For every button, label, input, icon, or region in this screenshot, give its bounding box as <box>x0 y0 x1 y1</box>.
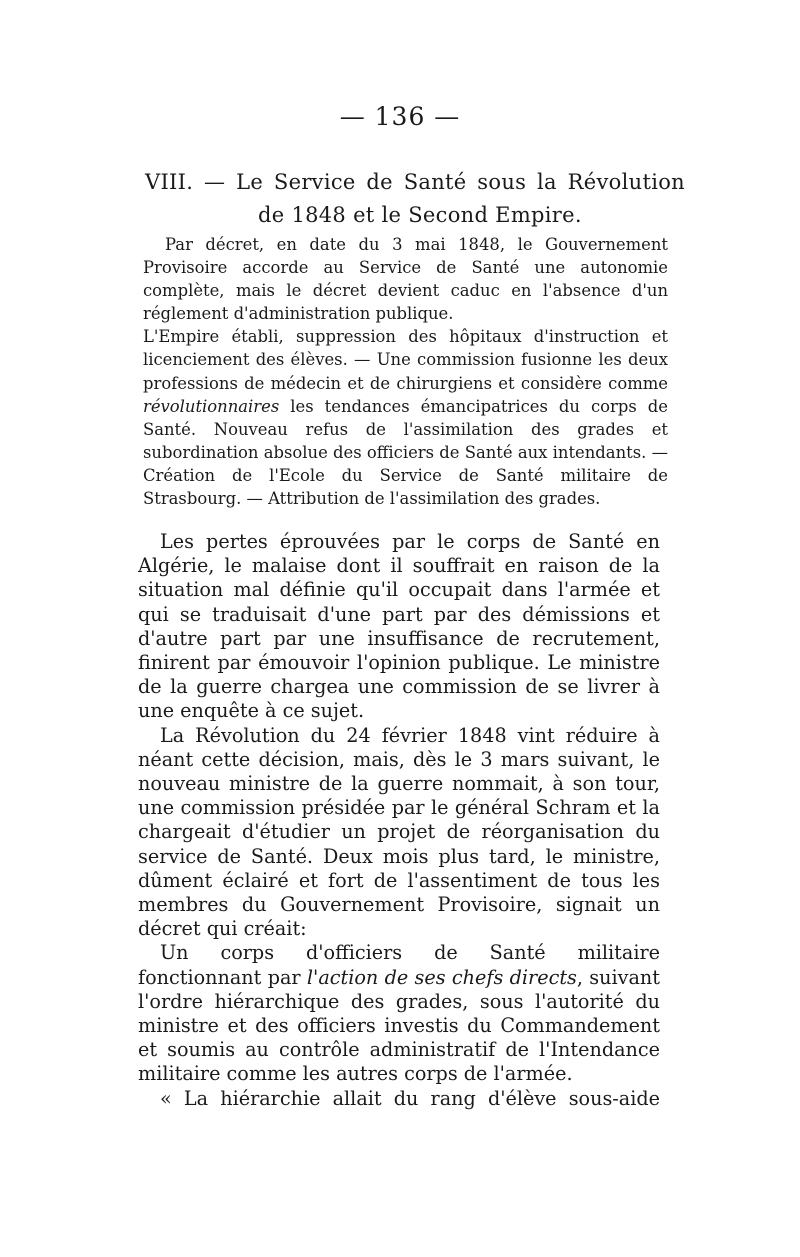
summary-text: L'Empire établi, suppression des hôpitaux d'instruction et licenciement des élèves. — Une commission fusionne les deux professions de médecin et de chirurgiens et considère comme <box>143 327 668 393</box>
body-text-segment: , suivant l'ordre hiérarchique des grades, sous l'autorité du ministre et des officiers investis du Commandement et soumis au contrôle administratif de l'Intendance militaire comme les autres corps de l'armée. <box>138 965 660 1086</box>
body-paragraph: « La hiérarchie allait du rang d'élève sous-aide <box>160 1086 660 1110</box>
body-text <box>138 530 660 1111</box>
chapter-title-line-1: VIII. — Le Service de Santé sous la Révolution <box>145 170 685 194</box>
page-number: — 136 — <box>339 102 461 131</box>
summary-text: les tendances émancipatrices du corps de Santé. Nouveau refus de l'assimilation des grades et subordination absolue des officiers de Santé aux intendants. — Création de l'Ecole du Service de Santé militaire de Strasbourg. — Attribution de l'assimilation des grades. <box>143 396 668 509</box>
body-text-segment: Un corps d'officiers de Santé militaire fonctionnant par <box>138 941 660 989</box>
body-paragraph: Les pertes éprouvées par le corps de Santé en Algérie, le malaise dont il souffrait en raison de la situation mal définie qu'il occupait dans l'armée et qui se traduisait d'une part par des démissions et d'autre part par une insuffisance de recrutement, finirent par émouvoir l'opinion publique. Le ministre de la guerre chargea une commission de se livrer à une enquête à ce sujet. <box>138 530 660 723</box>
chapter-title <box>145 166 685 232</box>
chapter-summary <box>143 233 668 510</box>
summary-paragraph: Par décret, en date du 3 mai 1848, le Gouvernement Provisoire accorde au Service de Santé une autonomie complète, mais le décret devient caduc en l'absence d'un réglement d'administration publique. <box>143 235 668 324</box>
body-italic-phrase: l'action de ses chefs directs <box>306 965 577 989</box>
summary-italic-term: révolutionnaires <box>143 396 280 416</box>
summary-paragraph <box>143 325 668 510</box>
body-paragraph: La Révolution du 24 février 1848 vint réduire à néant cette décision, mais, dès le 3 mars suivant, le nouveau ministre de la guerre nommait, à son tour, une commission présidée par le général Schram et la chargeait d'étudier un projet de réorganisation du service de Santé. Deux mois plus tard, le ministre, dûment éclairé et fort de l'assentiment de tous les membres du Gouvernement Provisoire, signait un décret qui créait: <box>138 723 660 941</box>
chapter-title-line-2: de 1848 et le Second Empire. <box>258 203 582 227</box>
body-paragraph <box>138 941 660 1086</box>
